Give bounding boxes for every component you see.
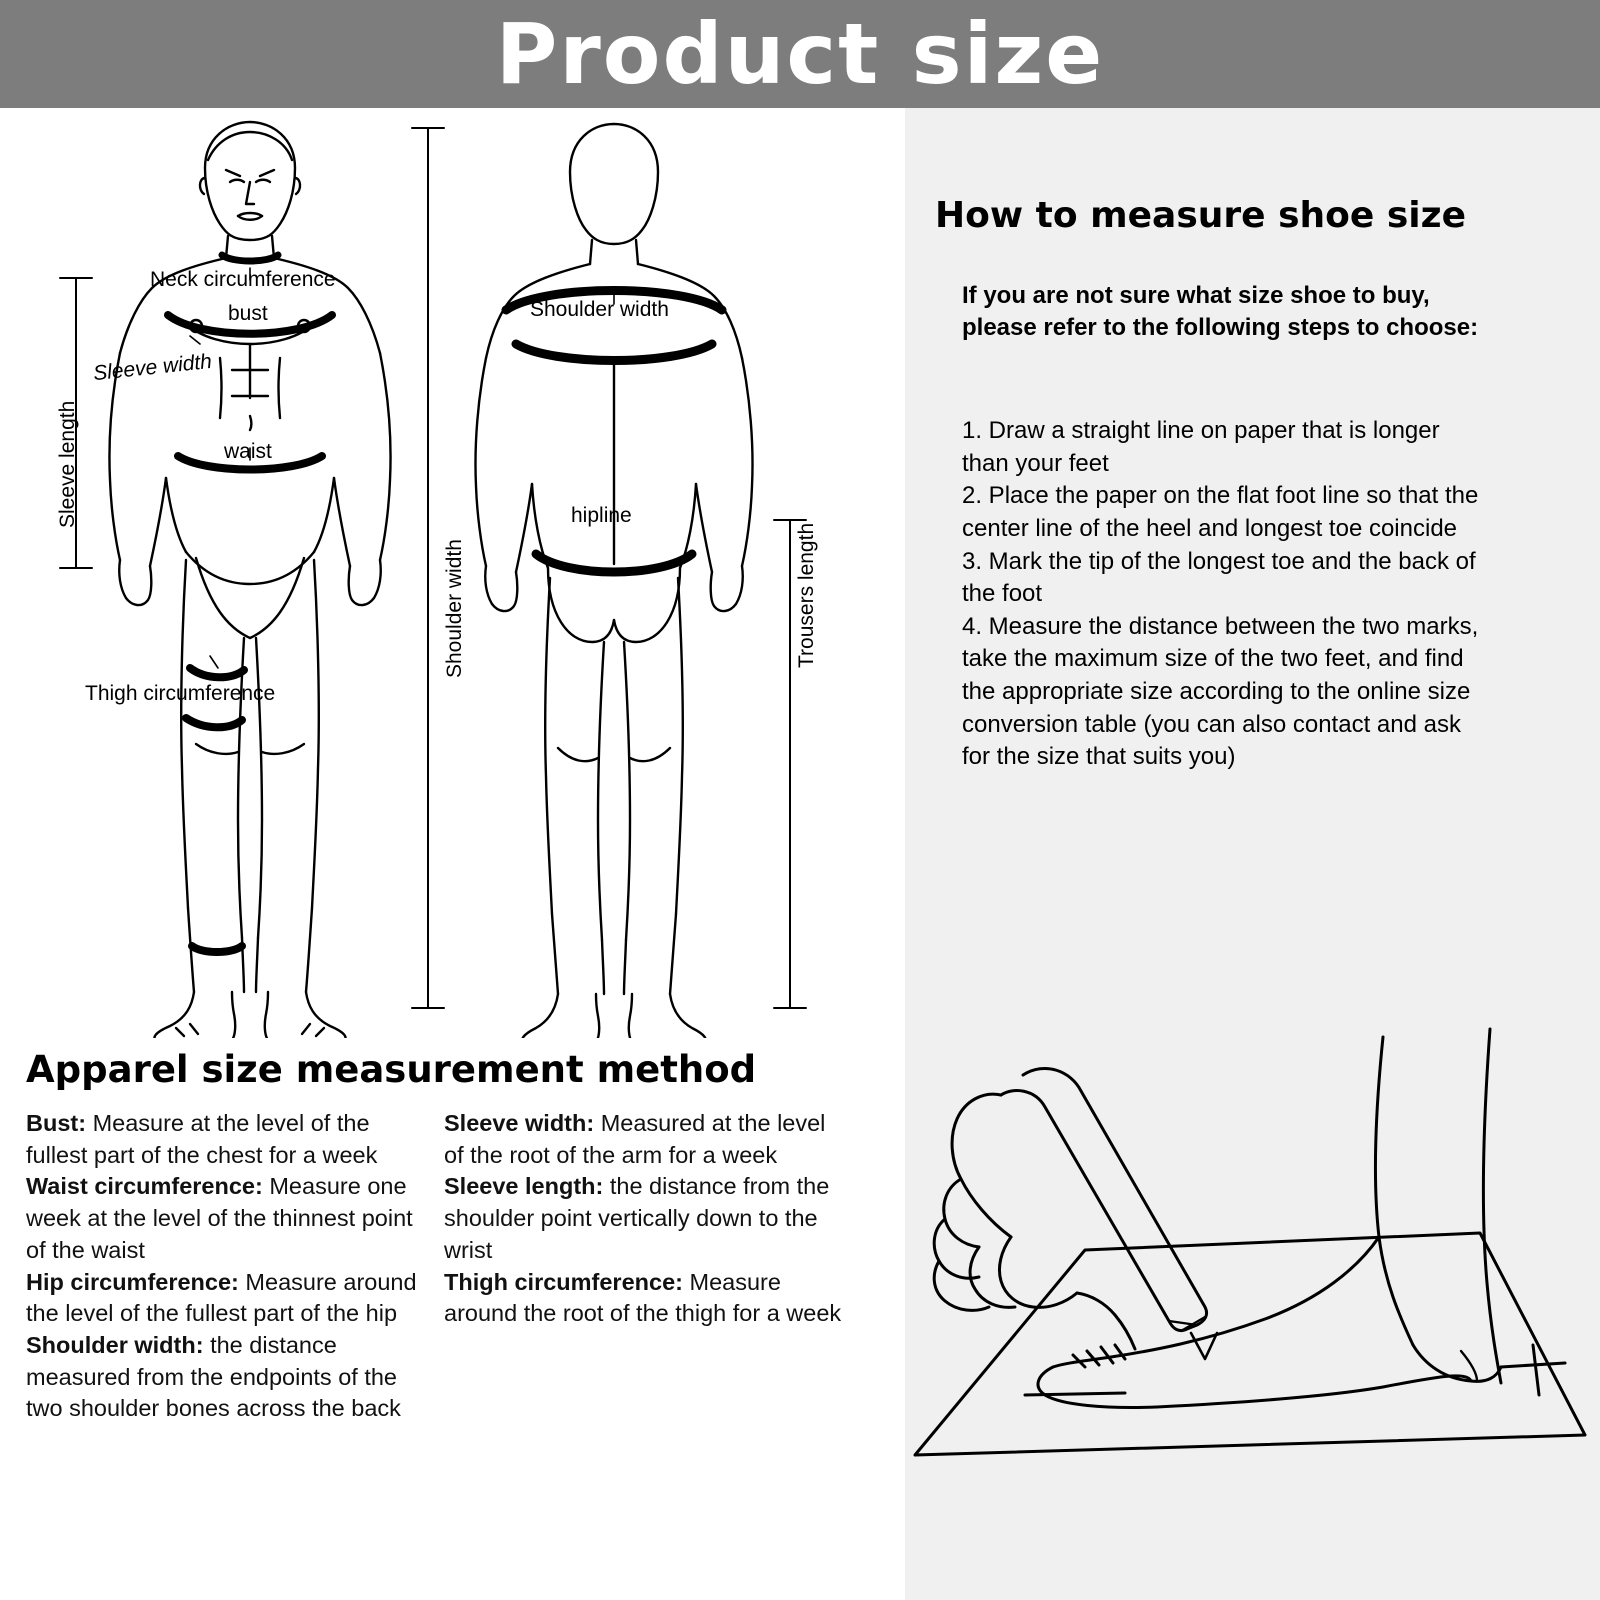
left-panel [0,108,905,1600]
shoe-step-1: 1. Draw a straight line on paper that is longer than your feet [962,417,1440,477]
apparel-method-column-left [26,1108,426,1425]
apparel-entry-bust-desc: Measure at the level of the fullest part of the chest for a week [26,1110,378,1168]
apparel-method-column-right [444,1108,844,1425]
apparel-entry-thigh-term: Thigh circumference: [444,1268,683,1295]
shoe-size-steps [962,415,1482,774]
label-trousers-length: Trousers length [795,522,818,668]
shoe-step-2: 2. Place the paper on the flat foot line so that the center line of the heel and longest toe coincide [962,482,1479,542]
label-neck-circumference: Neck circumference [150,268,336,291]
label-waist: waist [224,440,272,463]
shoe-step-3: 3. Mark the tip of the longest toe and the back of the foot [962,547,1476,608]
apparel-entry-waist-term: Waist circumference: [26,1173,263,1200]
apparel-entry-sleeve-width [444,1108,844,1171]
apparel-entry-sleeve-length-desc: the distance from the shoulder point vertically down to the wrist [444,1173,830,1263]
label-shoulder-width-vertical: Shoulder width [443,539,466,678]
shoe-size-lead: If you are not sure what size shoe to buy, please refer to the following steps to choose: [962,282,1479,342]
page-title: Product size [495,5,1105,103]
apparel-entry-shoulder [26,1330,426,1425]
apparel-entry-waist-desc: Measure one week at the level of the thinnest point of the waist [26,1173,413,1263]
apparel-entry-bust [26,1108,426,1171]
label-sleeve-length: Sleeve length [56,400,79,528]
label-hipline: hipline [571,504,632,527]
apparel-entry-thigh [444,1267,844,1330]
apparel-entry-sleeve-width-term: Sleeve width: [444,1110,595,1136]
apparel-entry-waist [26,1171,426,1266]
apparel-entry-hip-term: Hip circumference: [26,1268,239,1295]
apparel-entry-thigh-desc: Measure around the root of the thigh for a week [444,1268,842,1327]
apparel-entry-hip [26,1267,426,1330]
apparel-entry-sleeve-length [444,1171,844,1266]
apparel-method-columns [26,1108,886,1425]
body-measurement-diagram [0,108,905,1038]
label-sleeve-width: Sleeve width [92,349,213,386]
apparel-entry-sleeve-width-desc: Measured at the level of the root of the arm for a week [444,1110,826,1168]
label-thigh-circumference: Thigh circumference [85,682,276,705]
apparel-method-heading: Apparel size measurement method [26,1048,757,1091]
apparel-entry-bust-term: Bust: [26,1110,87,1136]
apparel-entry-hip-desc: Measure around the level of the fullest part of the hip [26,1268,417,1327]
apparel-entry-sleeve-length-term: Sleeve length: [444,1173,604,1200]
foot-measurement-illustration [905,1015,1600,1505]
label-shoulder-width: Shoulder width [530,298,669,321]
header-bar [0,0,1600,108]
foot-illustration-svg [905,1015,1600,1505]
apparel-entry-shoulder-term: Shoulder width: [26,1332,204,1359]
apparel-entry-shoulder-desc: the distance measured from the endpoints of the two shoulder bones across the back [26,1332,401,1422]
label-bust: bust [228,302,268,325]
shoe-size-heading: How to measure shoe size [935,195,1466,236]
shoe-step-4: 4. Measure the distance between the two marks, take the maximum size of the two feet, and find the appropriate size according to the online size conversion table (you can also contact and ask for the size that suits you) [962,612,1479,771]
